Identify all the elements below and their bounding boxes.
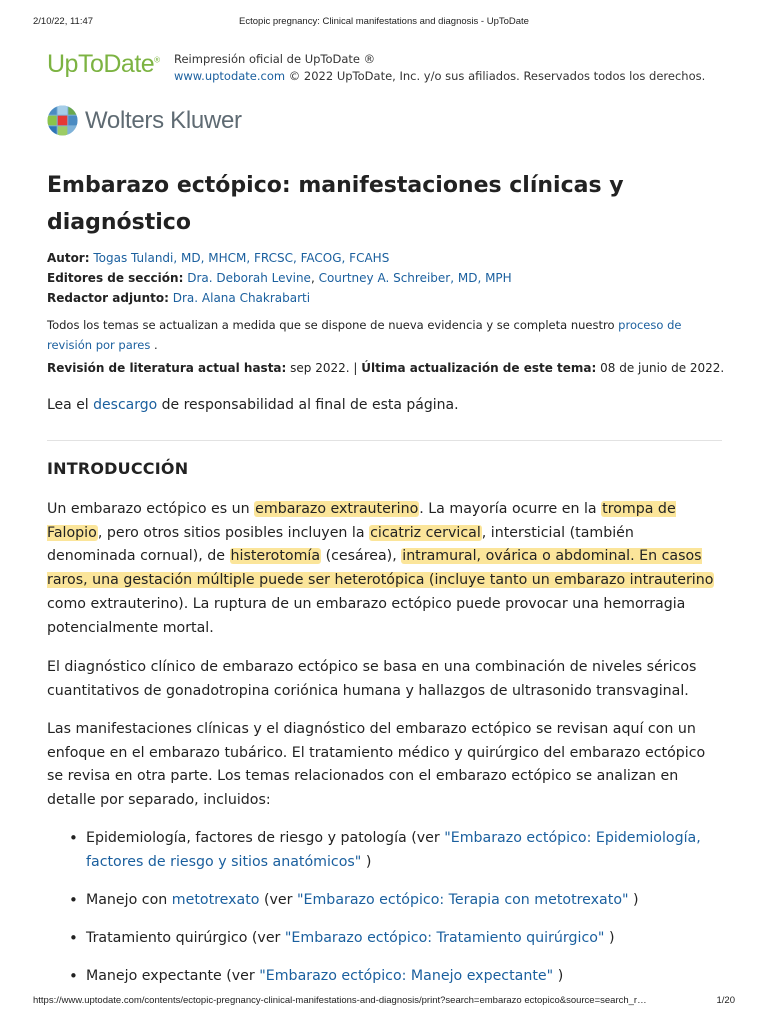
uptodate-logo: [47, 50, 160, 79]
p1-text-2: . La mayoría ocurre en la: [419, 501, 602, 517]
list-item-text: Manejo con: [86, 891, 172, 908]
p1-text-3: , pero otros sitios posibles incluyen la: [97, 524, 370, 541]
print-datetime: 2/10/22, 11:47: [33, 16, 94, 27]
p1-text-1: Un embarazo ectópico es un: [47, 501, 255, 517]
page-title: Embarazo ectópico: manifestaciones clínicas y diagnóstico: [47, 173, 624, 235]
highlight-4: histerotomía: [230, 548, 321, 565]
editor-link-2[interactable]: Courtney A. Schreiber, MD, MPH: [318, 271, 512, 285]
copyright-line: [174, 68, 705, 85]
peer-review-link[interactable]: proceso de revisión por pares: [47, 318, 682, 352]
list-item-text: Epidemiología, factores de riesgo y patología (ver: [86, 830, 445, 846]
list-item: [72, 889, 722, 913]
intro-paragraph-1: [47, 498, 722, 640]
editors-row: [47, 268, 737, 288]
list-item-end: ): [361, 853, 372, 870]
list-item-end: ): [628, 891, 639, 908]
related-topic-link[interactable]: "Embarazo ectópico: Terapia con metotrexato": [297, 891, 629, 908]
section-heading-introduccion: INTRODUCCIÓN: [47, 459, 189, 478]
list-item-mid: (ver: [259, 891, 297, 908]
review-label: Revisión de literatura actual hasta:: [47, 361, 287, 375]
highlight-1: embarazo extrauterino: [255, 501, 419, 517]
list-item-end: ): [604, 930, 615, 947]
disclaimer-pre: Lea el: [47, 397, 94, 413]
p1-text-4: , intersticial (también denominada cornual), de: [47, 524, 634, 565]
last-update-label: Última actualización de este tema:: [361, 361, 597, 375]
intro-paragraph-3: Las manifestaciones clínicas y el diagnóstico del embarazo ectópico se revisan aquí con un enfoque en el embarazo tubárico. El tratamiento médico y quirúrgico del embarazo ectópico se revisa en otra parte. Los temas relacionados con el embarazo ectópico se analizan en detalle por separado, incluidos:: [47, 721, 706, 809]
review-value: sep 2022. |: [286, 361, 362, 375]
highlight-3: cicatriz cervical: [370, 524, 481, 541]
copyright-text: © 2022 UpToDate, Inc. y/o sus afiliados. Reservados todos los derechos.: [285, 69, 706, 83]
related-topic-link[interactable]: "Embarazo ectópico: Manejo expectante": [259, 968, 554, 985]
deputy-row: [47, 288, 737, 308]
literature-review-line: [47, 361, 737, 375]
uptodate-logo-text: UpToDate: [47, 50, 155, 78]
related-topic-link[interactable]: "Embarazo ectópico: Tratamiento quirúrgico": [284, 930, 605, 947]
registered-mark: ®: [154, 55, 160, 65]
list-item-text: Manejo expectante (ver: [86, 968, 260, 985]
highlight-5: intramural, ovárica o abdominal. En casos raros, una gestación múltiple puede ser heterotópica (incluye tanto un embarazo intrauterino: [47, 548, 714, 589]
print-header: [0, 16, 768, 30]
author-link[interactable]: Togas Tulandi, MD, MHCM, FRCSC, FACOG, FCAHS: [93, 251, 390, 265]
publisher-name: Wolters Kluwer: [85, 107, 242, 134]
article-credits: [47, 248, 737, 308]
editor-link-1[interactable]: Dra. Deborah Levine: [187, 271, 311, 285]
list-item: [72, 827, 722, 874]
author-row: [47, 248, 737, 268]
update-note: [47, 315, 727, 355]
print-url: https://www.uptodate.com/contents/ectopic-pregnancy-clinical-manifestations-and-diagnosis/print?search=embarazo ectopico&source=search_r…: [33, 995, 647, 1006]
disclaimer-link[interactable]: descargo: [93, 397, 158, 413]
list-item: [72, 965, 722, 989]
related-topics-list: [72, 827, 722, 1004]
list-item: [72, 927, 722, 951]
intro-paragraph-2: El diagnóstico clínico de embarazo ectópico se basa en una combinación de niveles séricos cuantitativos de gonadotropina coriónica humana y hallazgos de ultrasonido transvaginal.: [47, 659, 697, 699]
update-note-text: Todos los temas se actualizan a medida que se dispone de nueva evidencia y se completa nuestro: [47, 318, 619, 332]
update-note-end: .: [150, 338, 158, 352]
highlight-2: trompa de Falopio: [47, 501, 676, 541]
list-item-text: Tratamiento quirúrgico (ver: [86, 930, 285, 947]
p1-text-5: (cesárea),: [321, 548, 402, 565]
section-divider: [47, 440, 722, 441]
author-label: Autor:: [47, 251, 90, 265]
reprint-line: Reimpresión oficial de UpToDate ®: [174, 52, 376, 66]
editors-label: Editores de sección:: [47, 271, 184, 285]
last-update-value: 08 de junio de 2022.: [596, 361, 725, 375]
deputy-link[interactable]: Dra. Alana Chakrabarti: [172, 291, 311, 305]
related-topic-link[interactable]: "Embarazo ectópico: Epidemiología, factores de riesgo y sitios anatómicos": [86, 830, 701, 870]
print-doc-title: Ectopic pregnancy: Clinical manifestations and diagnosis - UpToDate: [239, 16, 529, 27]
metotrexato-link[interactable]: metotrexato: [171, 891, 260, 908]
list-item-end: ): [553, 968, 564, 985]
uptodate-site-link[interactable]: www.uptodate.com: [174, 69, 286, 83]
disclaimer-line: [47, 397, 737, 413]
deputy-label: Redactor adjunto:: [47, 291, 169, 305]
reprint-notice: [174, 51, 705, 85]
brand-row: [47, 48, 737, 88]
print-footer: [0, 995, 768, 1009]
editor-separator: ,: [310, 271, 319, 285]
disclaimer-post: de responsabilidad al final de esta página.: [157, 397, 459, 413]
wolters-kluwer-globe-icon: [47, 105, 78, 136]
p1-text-6: como extrauterino). La ruptura de un embarazo ectópico puede provocar una hemorragia potencialmente mortal.: [47, 595, 686, 636]
page-number: 1/20: [716, 995, 735, 1006]
wolters-kluwer-logo: [47, 104, 307, 138]
